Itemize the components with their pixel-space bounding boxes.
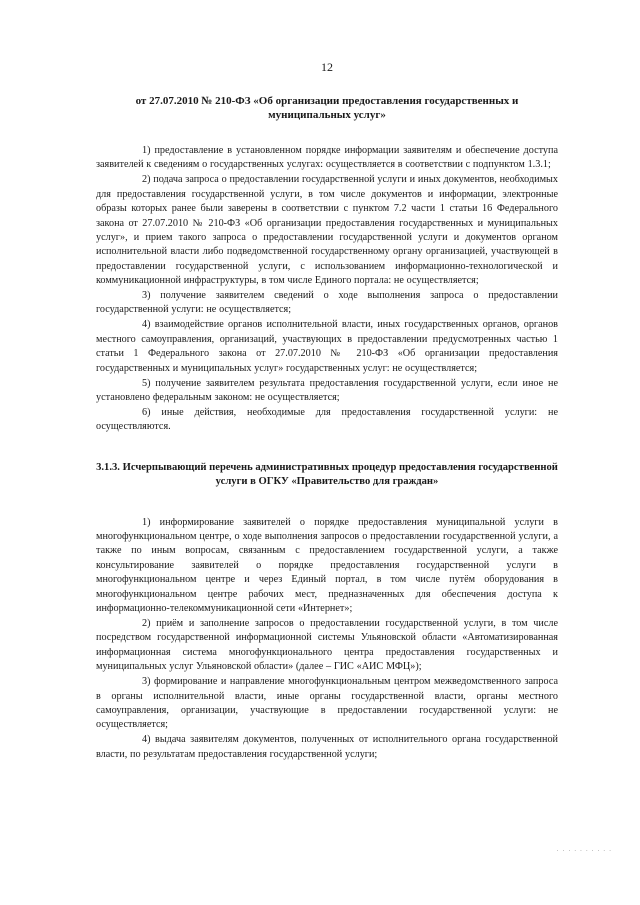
paragraph: 5) получение заявителем результата предоставления государственной услуги, если иное не установлено федеральным законом: не осуществляется; xyxy=(96,377,558,403)
paragraph: 3) получение заявителем сведений о ходе выполнения запроса о предоставлении государственной услуги: не осуществляется; xyxy=(96,290,558,316)
paragraph: 1) предоставление в установленном порядке информации заявителям и обеспечение доступа заявителей к сведениям о государственных услугах: осуществляется в соответствии с подпунктом 1.3.1; xyxy=(96,145,558,171)
paragraph: 3) формирование и направление многофункциональным центром межведомственного запроса в органы исполнительной власти, иные органы государственной власти, органы местного самоуправления, организации, участвующие в предоставлении государственной услуги: не осуществляется; xyxy=(96,676,558,731)
paragraph: 4) выдача заявителям документов, полученных от исполнительного органа государственной власти, по результатам предоставления государственной услуги; xyxy=(96,734,558,760)
page-number: 12 xyxy=(321,60,333,74)
paragraph: 2) подача запроса о предоставлении государственной услуги и иных документов, необходимых для предоставления государственной услуги, в том числе документов и информации, электронные образы которых ранее были заверены в соответствии с пунктом 7.2 части 1 статьи 16 Федерального закона от 27.07.2010 № 210-ФЗ «Об организации предоставления государственных и муниципальных услуг», и прием такого запроса о предоставлении государственной услуги и документов органом исполнительной власти либо подведомственной государственному органу организацией, участвующей в предоставлении государственной услуги, с использованием информационно-технологической и коммуникационной инфраструктуры, в том числе Единого портала: не осуществляется; xyxy=(96,174,558,287)
paragraph: 1) информирование заявителей о порядке предоставления муниципальной услуги в многофункциональном центре, о ходе выполнения запросов о предоставлении государственной услуги, а также по иным вопросам, связанным с предоставлением государственной услуги, а также консультирование заявителей о порядке предоставления государственной услуги в многофункциональном центре и через Единый портал, в том числе путём оборудования в многофункциональном центре рабочих мест, предназначенных для обеспечения доступа к информационно-телекоммуникационной сети «Интернет»; xyxy=(96,516,558,615)
page-heading: от 27.07.2010 № 210-ФЗ «Об организации предоставления государственных и муниципальных услуг» xyxy=(135,95,519,121)
section-title: 3.1.3. Исчерпывающий перечень административных процедур предоставления государственной услуги в ОГКУ «Правительство для граждан» xyxy=(96,461,558,488)
paragraph: 2) приём и заполнение запросов о предоставлении государственной услуги, в том числе посредством государственной информационной системы Ульяновской области «Автоматизированная информационная система многофункционального центра предоставления государственных и муниципальных услуг Ульяновской области» (далее – ГИС «АИС МФЦ»); xyxy=(96,617,558,673)
section-one xyxy=(96,144,558,435)
document-page xyxy=(96,60,558,763)
scan-artifact-dots: · · · · · · · · · · xyxy=(556,848,612,855)
paragraph: 6) иные действия, необходимые для предоставления государственной услуги: не осуществляются. xyxy=(96,406,558,433)
paragraph: 4) взаимодействие органов исполнительной власти, иных государственных органов, органов местного самоуправления, организаций, участвующих в предоставлении предусмотренных частью 1 статьи 1 Федерального закона от 27.07.2010 № 210-ФЗ «Об организации предоставления государственных и муниципальных услуг» государственных услуг: не осуществляется; xyxy=(96,319,558,374)
section-two xyxy=(96,516,558,762)
